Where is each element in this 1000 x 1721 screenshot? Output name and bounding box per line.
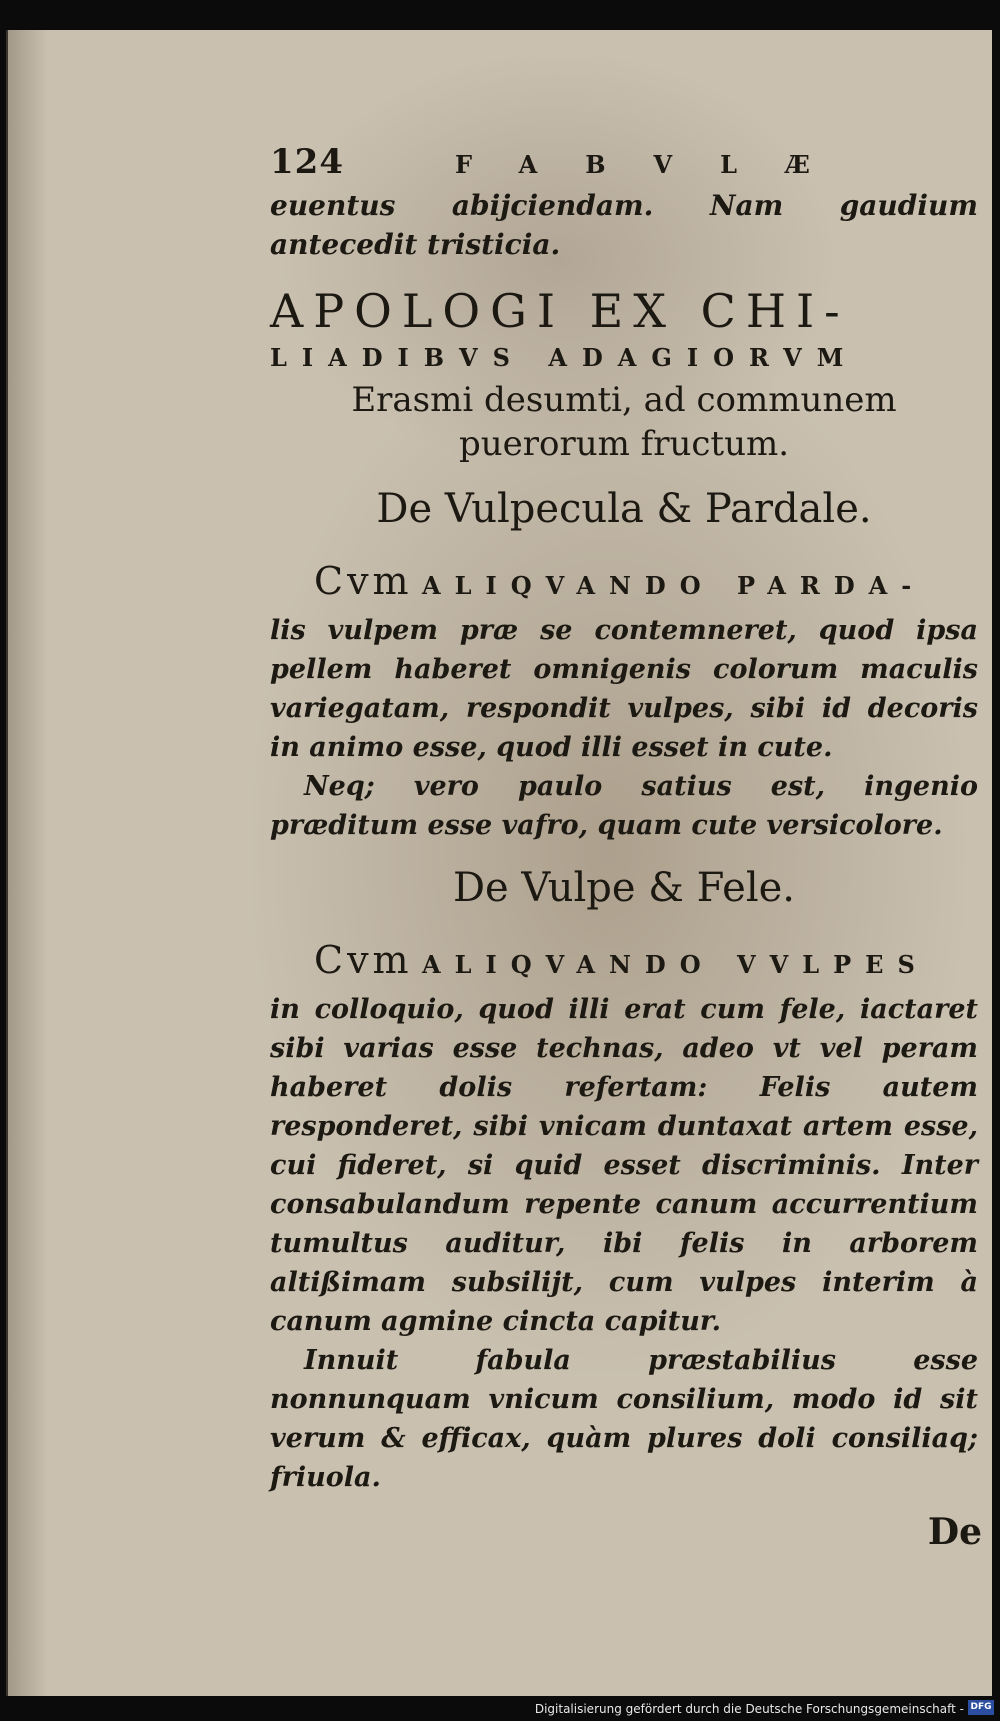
footer-credit: Digitalisierung gefördert durch die Deutsche Forschungsgemeinschaft -	[534, 1702, 964, 1716]
fable2-moral: Innuit fabula præstabilius esse nonnunquam vnicum consilium, modo id sit verum & efficax, quàm plures doli consiliaq; friuola.	[270, 1345, 978, 1493]
fable2-paragraph	[270, 935, 978, 1341]
fable2-initial: Cvm	[314, 938, 413, 982]
footer-bar	[0, 1696, 1000, 1721]
section-heading-line4: puerorum fructum.	[458, 424, 790, 464]
running-head	[270, 142, 978, 186]
running-title: FABVLÆ	[455, 150, 858, 179]
continuation-text: euentus abijciendam. Nam gaudium antecedit tristicia.	[270, 189, 978, 261]
fable1-body: lis vulpem præ se contemneret, quod ipsa pellem haberet omnigenis colorum maculis variegatam, respondit vulpes, sibi id decoris in animo esse, quod illi esset in cute.	[270, 615, 978, 763]
section-heading-line1: APOLOGI EX CHI-	[270, 284, 850, 338]
dfg-logo: DFG	[968, 1700, 994, 1715]
catchword: De	[927, 1511, 982, 1553]
fable2-body: in colloquio, quod illi erat cum fele, iactaret sibi varias esse technas, adeo vt vel peram haberet dolis refertam: Felis autem responderet, sibi vnicam duntaxat artem esse, cui fideret, si quid esset discriminis. Inter consabulandum repente canum accurrentium tumultus auditur, ibi felis in arborem altißimam subsilijt, cum vulpes interim à canum agmine cincta capitur.	[270, 994, 978, 1337]
text-block	[270, 142, 982, 1553]
section-heading-line3: Erasmi desumti, ad communem	[351, 380, 897, 420]
fable1-moral: Neq; vero paulo satius est, ingenio præditum esse vafro, quam cute versicolore.	[270, 771, 978, 841]
section-heading-line2: LIADIBVS ADAGIORVM	[270, 343, 859, 372]
fable2-title: De Vulpe & Fele.	[452, 865, 796, 911]
fable1-initial: Cvm	[314, 559, 413, 603]
fable1-opening-line	[270, 556, 978, 611]
fable1-paragraph	[270, 556, 978, 767]
fable2-opening-caps: ALIQVANDO VVLPES	[421, 950, 929, 979]
book-page	[6, 30, 992, 1696]
fable2-opening-line	[270, 935, 978, 990]
fable1-title: De Vulpecula & Pardale.	[376, 486, 872, 532]
page-number: 124	[270, 142, 344, 182]
fable1-opening-caps: ALIQVANDO PARDA-	[421, 571, 926, 600]
